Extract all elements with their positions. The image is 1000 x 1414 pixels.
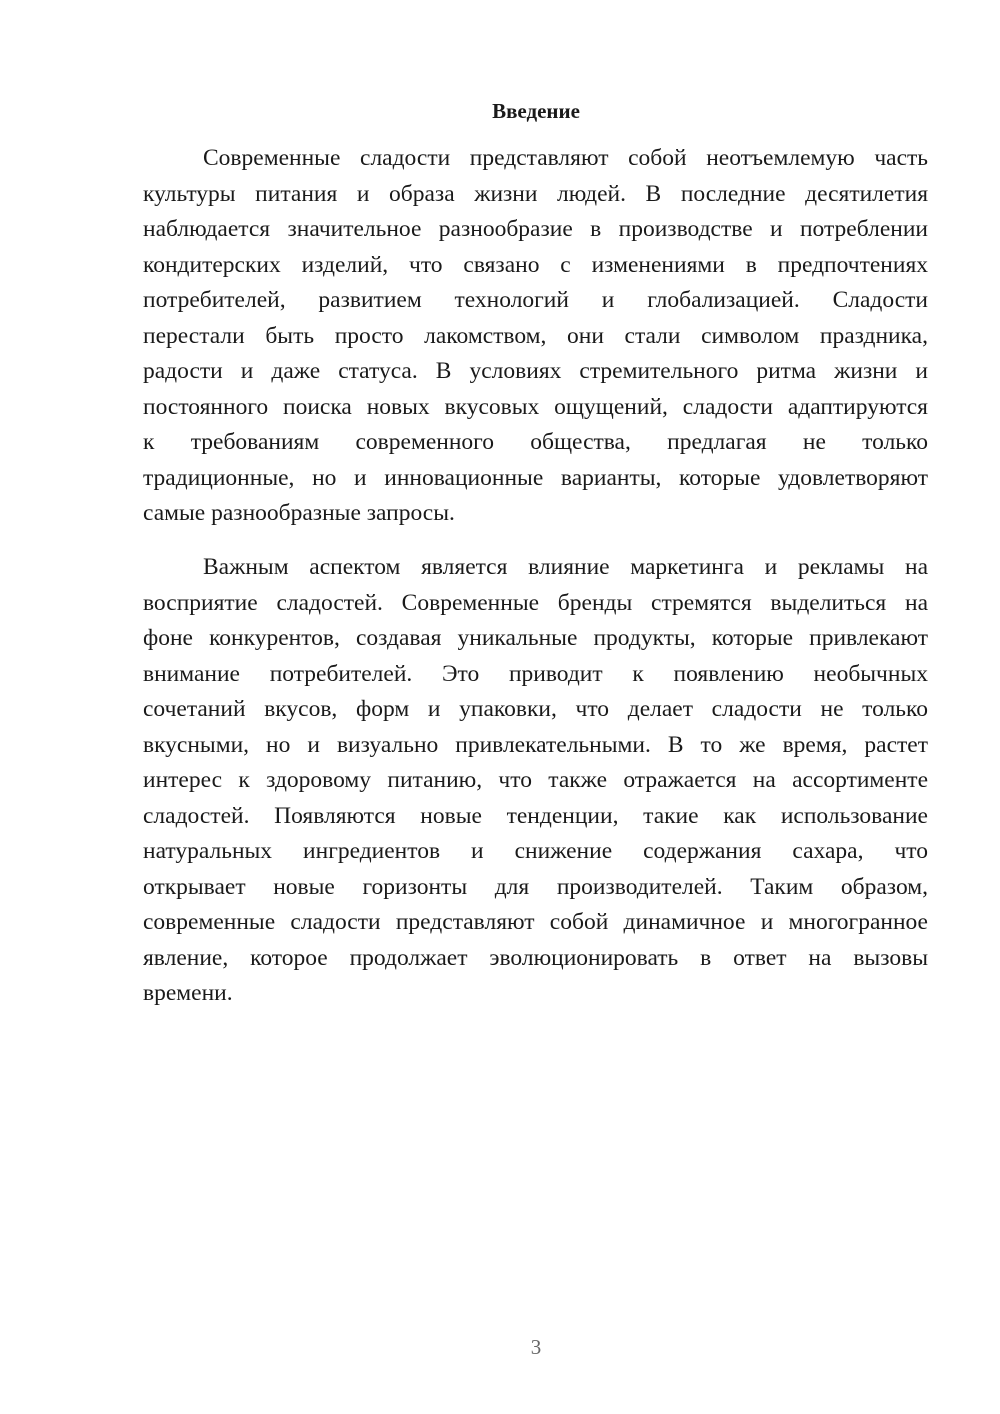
paragraph-line: кондитерских изделий, что связано с изменениями в предпочтениях (143, 251, 928, 278)
paragraph-line: времени. (143, 980, 233, 1006)
paragraph-line: восприятие сладостей. Современные бренды стремятся выделиться на (143, 589, 928, 616)
paragraph-line: Современные сладости представляют собой неотъемлемую часть (203, 145, 928, 171)
paragraph-line: постоянного поиска новых вкусовых ощущений, сладости адаптируются (143, 393, 928, 420)
paragraph-line: фоне конкурентов, создавая уникальные продукты, которые привлекают (143, 625, 928, 651)
paragraph-line: к требованиям современного общества, предлагая не только (143, 429, 928, 455)
paragraph-line: вкусными, но и визуально привлекательными. В то же время, растет (143, 731, 928, 758)
paragraph-line: традиционные, но и инновационные варианты, которые удовлетворяют (143, 464, 928, 491)
paragraph-line: наблюдается значительное разнообразие в производстве и потреблении (143, 216, 928, 242)
paragraph-line: внимание потребителей. Это приводит к появлению необычных (143, 660, 928, 687)
paragraph-line: Важным аспектом является влияние маркетинга и рекламы на (203, 554, 928, 580)
paragraph-line: сладостей. Появляются новые тенденции, такие как использование (143, 802, 928, 829)
paragraph-line: открывает новые горизонты для производителей. Таким образом, (143, 873, 928, 900)
paragraph-line: натуральных ингредиентов и снижение содержания сахара, что (143, 838, 928, 864)
paragraph-line: потребителей, развитием технологий и глобализацией. Сладости (143, 287, 928, 313)
paragraph-line: перестали быть просто лакомством, они стали символом праздника, (143, 322, 928, 349)
paragraph-line: интерес к здоровому питанию, что также отражается на ассортименте (143, 767, 928, 793)
paragraph-line: самые разнообразные запросы. (143, 500, 455, 526)
paragraph-line: явление, которое продолжает эволюционировать в ответ на вызовы (143, 944, 928, 971)
page-number: 3 (530, 1335, 542, 1359)
section-heading: Введение (492, 99, 580, 123)
paragraph-line: современные сладости представляют собой динамичное и многогранное (143, 909, 928, 935)
paragraph-intro (143, 141, 928, 532)
paragraph-line: культуры питания и образа жизни людей. В последние десятилетия (143, 180, 928, 207)
paragraph-marketing (143, 550, 928, 1012)
paragraph-line: сочетаний вкусов, форм и упаковки, что делает сладости не только (143, 696, 928, 722)
paragraph-line: радости и даже статуса. В условиях стремительного ритма жизни и (143, 358, 928, 384)
